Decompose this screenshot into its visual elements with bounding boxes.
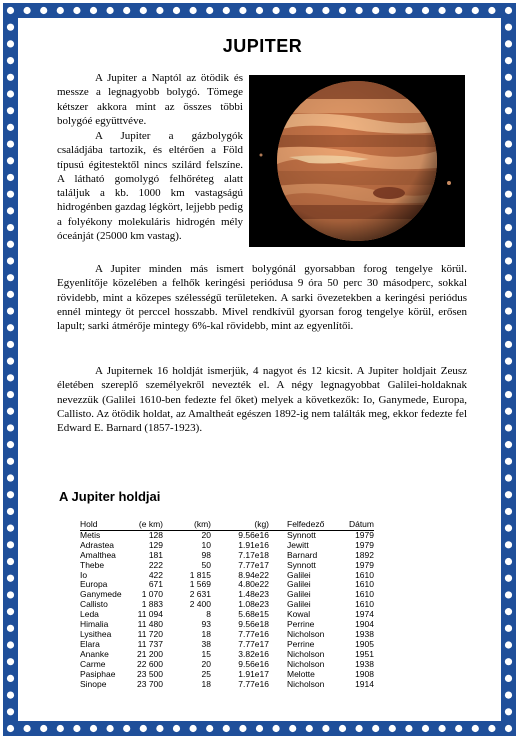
moon-cell-spacer [269, 541, 287, 551]
border-dot [505, 575, 512, 582]
border-dot [7, 174, 14, 181]
border-dot [7, 391, 14, 398]
moon-row [80, 551, 374, 561]
border-dot [505, 525, 512, 532]
border-dot [7, 90, 14, 97]
moon-cell: Synnott [287, 529, 316, 540]
moon-cell: 2 400 [189, 599, 211, 610]
moon-cell: Nicholson [287, 648, 325, 659]
border-dot [505, 341, 512, 348]
col-header-spacer [269, 520, 287, 530]
border-dot [24, 725, 31, 732]
border-dot [505, 174, 512, 181]
moon-cell: Perrine [287, 638, 315, 649]
border-dot [472, 725, 479, 732]
moon-cell: 7.77e17 [238, 559, 269, 570]
border-dot [7, 341, 14, 348]
border-dot [90, 7, 97, 14]
border-dot [306, 7, 313, 14]
moon-cell: 1914 [355, 678, 374, 689]
moon-cell: 7.77e16 [238, 678, 269, 689]
border-dot [505, 257, 512, 264]
border-dot [322, 7, 329, 14]
col-header-distance: (e km) [125, 520, 163, 530]
moon-row [80, 571, 374, 581]
border-dot [289, 7, 296, 14]
col-header-mass: (kg) [211, 520, 269, 530]
moon-cell-spacer [269, 680, 287, 690]
moon-cell-spacer [269, 670, 287, 680]
border-dot [7, 358, 14, 365]
moon-cell: 9.56e16 [238, 529, 269, 540]
moon-cell: 11 480 [137, 619, 163, 630]
moon-row [80, 660, 374, 670]
border-dot [505, 391, 512, 398]
border-dot [405, 725, 412, 732]
border-dot [505, 358, 512, 365]
moon-row [80, 650, 374, 660]
moon-cell: 9.56e18 [238, 619, 269, 630]
border-dot [7, 207, 14, 214]
border-dot [7, 692, 14, 699]
moon-cell: 18 [201, 678, 211, 689]
border-dot [372, 725, 379, 732]
border-dot [7, 541, 14, 548]
moon-cell: Perrine [287, 619, 315, 630]
border-dot [40, 725, 47, 732]
moon-cell: 1979 [355, 539, 374, 550]
border-dot [7, 57, 14, 64]
moon-cell: 7.17e18 [238, 549, 269, 560]
border-dot [7, 525, 14, 532]
moon-cell: 129 [148, 539, 163, 550]
moon-cell: Barnard [287, 549, 318, 560]
moon-cell: 1974 [355, 609, 374, 620]
border-dot [505, 725, 512, 732]
moons-table-header [80, 520, 374, 530]
moon-cell: Elara [80, 638, 100, 649]
jupiter-planet-image [249, 75, 465, 247]
border-dot [57, 7, 64, 14]
border-dot [505, 90, 512, 97]
border-dot [488, 7, 495, 14]
moon-cell: Ananke [80, 648, 109, 659]
border-dot [7, 24, 14, 31]
moon-cell: 9.56e16 [238, 658, 269, 669]
moon-cell: 222 [148, 559, 163, 570]
moon-cell: 1610 [355, 569, 374, 580]
border-dot [7, 74, 14, 81]
moons-paragraph [57, 364, 467, 435]
moon-cell: 3.82e16 [238, 648, 269, 659]
rotation-paragraph-text: A Jupiter minden más ismert bolygónál gyorsabban forog tengelye körül. Egyenlítője közelében a felhők keringési periódusa 9 óra 50 perc 30 másodperc, sokkal rövidebb, mint a közepes szélességű területeken. A sarki övezetekben a keringési periódus ennél mintegy öt perccel hosszabb. Mivel rendkívül gyorsan forog tengelye körül, erősen lapult; sarki átmérője mintegy 6%-kal rövidebb, mint az egyenlítői. [57, 263, 467, 333]
moon-cell: 23 500 [137, 668, 163, 679]
border-dot [505, 508, 512, 515]
moon-cell: Himalia [80, 619, 109, 630]
moon-cell: Pasiphae [80, 668, 116, 679]
border-dot [455, 725, 462, 732]
moon-cell: 5.68e15 [238, 609, 269, 620]
border-dot [7, 424, 14, 431]
structure-paragraph [57, 129, 243, 243]
border-dot [7, 7, 14, 14]
border-dot [505, 374, 512, 381]
border-dot [356, 7, 363, 14]
border-dot [505, 291, 512, 298]
border-dot [505, 191, 512, 198]
moon-cell: 2 631 [189, 589, 211, 600]
moon-cell: Carme [80, 658, 106, 669]
moon-row [80, 640, 374, 650]
border-dot [190, 7, 197, 14]
border-dot [389, 725, 396, 732]
border-dot [173, 725, 180, 732]
moon-row [80, 620, 374, 630]
border-dot [239, 725, 246, 732]
border-dot [123, 7, 130, 14]
border-dot [505, 558, 512, 565]
border-dot [306, 725, 313, 732]
border-dot [57, 725, 64, 732]
border-dot [389, 7, 396, 14]
moon-cell-spacer [269, 530, 287, 540]
border-dot [7, 224, 14, 231]
moon-cell: Melotte [287, 668, 315, 679]
moon-cell: 93 [201, 619, 211, 630]
moon-cell: Lysithea [80, 628, 112, 639]
moon-cell: Galilei [287, 599, 311, 610]
border-dot [7, 441, 14, 448]
border-dot [356, 725, 363, 732]
moon-cell: Ganymede [80, 589, 122, 600]
moon-cell: Amalthea [80, 549, 116, 560]
border-dot [505, 274, 512, 281]
border-dot [24, 7, 31, 14]
border-dot [7, 107, 14, 114]
moon-cell: 18 [201, 628, 211, 639]
moon-cell: 8.94e22 [238, 569, 269, 580]
border-dot [140, 7, 147, 14]
border-dot [256, 7, 263, 14]
border-dot [7, 458, 14, 465]
moon-cell: 1951 [355, 648, 374, 659]
moon-cell: 1904 [355, 619, 374, 630]
moon-cell-spacer [269, 571, 287, 581]
border-dot [505, 424, 512, 431]
page-title: JUPITER [222, 36, 303, 56]
moon-cell: 98 [201, 549, 211, 560]
border-dot [505, 207, 512, 214]
moon-cell: 1610 [355, 599, 374, 610]
moon-cell: 1610 [355, 589, 374, 600]
border-dot [256, 725, 263, 732]
border-dot [190, 725, 197, 732]
border-dot [505, 608, 512, 615]
moon-cell-spacer [269, 650, 287, 660]
moon-cell-spacer [269, 660, 287, 670]
moon-cell: 1.48e23 [238, 589, 269, 600]
border-dot [7, 575, 14, 582]
border-dot [505, 474, 512, 481]
border-dot [339, 7, 346, 14]
border-dot [7, 608, 14, 615]
moon-cell: 23 700 [137, 678, 163, 689]
border-dot [505, 324, 512, 331]
border-dot [7, 257, 14, 264]
col-header-radius: (km) [163, 520, 211, 530]
moon-row [80, 541, 374, 551]
moon-cell-spacer [269, 630, 287, 640]
intro-paragraph [57, 71, 243, 128]
border-dot [223, 725, 230, 732]
moon-cell: 11 720 [137, 628, 163, 639]
moon-cell: Kowal [287, 609, 311, 620]
moon-cell: Galilei [287, 589, 311, 600]
moon-row [80, 600, 374, 610]
moon-cell: 22 600 [137, 658, 163, 669]
border-dot [7, 157, 14, 164]
moons-table-body [80, 530, 374, 689]
border-dot [7, 307, 14, 314]
moon-cell: 1.91e16 [238, 539, 269, 550]
moon-cell: 1938 [355, 628, 374, 639]
moon-cell: 128 [148, 529, 163, 540]
moon-cell-spacer [269, 551, 287, 561]
moon-cell: 1908 [355, 668, 374, 679]
border-dot [7, 324, 14, 331]
border-dot [73, 725, 80, 732]
moon-cell: Jewitt [287, 539, 309, 550]
moon-cell: Adrastea [80, 539, 115, 550]
moon-cell: 11 737 [137, 638, 163, 649]
border-dot [505, 692, 512, 699]
border-dot [505, 458, 512, 465]
border-dot [7, 725, 14, 732]
moon-cell: Io [80, 569, 88, 580]
moon-cell: 1610 [355, 579, 374, 590]
moon-cell: Europa [80, 579, 108, 590]
moon-cell: Nicholson [287, 628, 325, 639]
border-dot [422, 725, 429, 732]
border-dot [7, 491, 14, 498]
moon-cell: 1 070 [141, 589, 163, 600]
moons-section-heading: A Jupiter holdjai [59, 489, 161, 504]
border-dot [505, 140, 512, 147]
border-dot [505, 675, 512, 682]
border-dot [422, 7, 429, 14]
border-dot [339, 725, 346, 732]
border-dot [7, 675, 14, 682]
border-dot [7, 641, 14, 648]
moon-cell: 11 094 [137, 609, 163, 620]
moon-cell: 181 [148, 549, 163, 560]
intro-paragraph-text: A Jupiter a Naptól az ötödik és messze a legnagyobb bolygó. Tömege kétszer akkora mint az összes többi bolygóé együttvéve. [57, 72, 243, 127]
moon-cell: 1.91e17 [238, 668, 269, 679]
border-dot [505, 708, 512, 715]
border-dot [505, 241, 512, 248]
moon-cell: Galilei [287, 579, 311, 590]
border-dot [505, 307, 512, 314]
moon-cell: Thebe [80, 559, 105, 570]
moon-row [80, 670, 374, 680]
moon-cell: 1979 [355, 559, 374, 570]
border-dot [505, 491, 512, 498]
border-dot [73, 7, 80, 14]
border-dot [239, 7, 246, 14]
moon-cell-spacer [269, 610, 287, 620]
moon-cell: 671 [148, 579, 163, 590]
border-dot [439, 7, 446, 14]
border-dot [156, 7, 163, 14]
border-dot [405, 7, 412, 14]
border-dot [140, 725, 147, 732]
moon-cell: Sinope [80, 678, 107, 689]
moon-cell: 1938 [355, 658, 374, 669]
border-dot [439, 725, 446, 732]
moon-row [80, 680, 374, 690]
moon-cell: 21 200 [137, 648, 163, 659]
moon-cell: Nicholson [287, 678, 325, 689]
moon-cell: 7.77e16 [238, 628, 269, 639]
border-dot [505, 24, 512, 31]
border-dot [206, 7, 213, 14]
moon-row [80, 580, 374, 590]
border-dot [505, 124, 512, 131]
border-dot [505, 541, 512, 548]
border-dot [455, 7, 462, 14]
border-dot [505, 441, 512, 448]
border-dot [7, 508, 14, 515]
border-dot [372, 7, 379, 14]
moon-cell-spacer [269, 600, 287, 610]
col-header-date: Dátum [341, 520, 374, 530]
col-header-discoverer: Felfedező [287, 520, 341, 530]
border-dot [7, 140, 14, 147]
moon-cell: 50 [201, 559, 211, 570]
moon-cell: 1 815 [189, 569, 211, 580]
border-dot [7, 474, 14, 481]
border-dot [505, 408, 512, 415]
moons-table [80, 520, 374, 689]
border-dot [7, 558, 14, 565]
border-dot [223, 7, 230, 14]
moon-cell: 1 883 [141, 599, 163, 610]
moon-cell: 422 [148, 569, 163, 580]
border-dot [505, 641, 512, 648]
moon-cell-spacer [269, 640, 287, 650]
moon-row [80, 590, 374, 600]
moon-cell-spacer [269, 590, 287, 600]
border-dot [7, 591, 14, 598]
border-dot [156, 725, 163, 732]
moon-cell: Galilei [287, 569, 311, 580]
moon-cell: Metis [80, 529, 101, 540]
border-dot [173, 7, 180, 14]
border-dot [7, 241, 14, 248]
moon-cell-spacer [269, 620, 287, 630]
moon-row [80, 610, 374, 620]
moon-cell: 20 [201, 658, 211, 669]
border-dot [7, 124, 14, 131]
border-dot [505, 107, 512, 114]
moon-cell: 38 [201, 638, 211, 649]
moon-cell: 1.08e23 [238, 599, 269, 610]
col-header-moon: Hold [80, 520, 125, 530]
border-dot [123, 725, 130, 732]
moon-cell: 15 [201, 648, 211, 659]
moon-cell: 25 [201, 668, 211, 679]
moon-cell: 10 [201, 539, 211, 550]
moon-cell: 1905 [355, 638, 374, 649]
border-dot [273, 7, 280, 14]
moons-paragraph-text: A Jupiternek 16 holdját ismerjük, 4 nagyot és 12 kicsit. A Jupiter holdjait Zeusz életében szereplő személyekről nevezték el. A négy legnagyobbat Galilei-holdaknak nevezzük (Galilei 1610-ben fedezte fel őket) melyek a következők: Io, Ganymede, Europa, Callisto. Az ötödik holdat, az Amaltheát egészen 1892-ig nem találták meg, ekkor fedezte fel Edward E. Barnard (1857-1923). [57, 365, 467, 435]
border-dot [322, 725, 329, 732]
moon-row [80, 530, 374, 540]
border-dot [273, 725, 280, 732]
border-dot [472, 7, 479, 14]
moon-row [80, 561, 374, 571]
moon-cell: 8 [206, 609, 211, 620]
border-dot [206, 725, 213, 732]
border-dot [488, 725, 495, 732]
moon-cell: Callisto [80, 599, 108, 610]
border-dot [505, 658, 512, 665]
moon-cell: Leda [80, 609, 99, 620]
border-dot [505, 157, 512, 164]
moon-cell: 1979 [355, 529, 374, 540]
border-dot [505, 7, 512, 14]
moon-cell-spacer [269, 580, 287, 590]
border-dot [90, 725, 97, 732]
border-dot [7, 274, 14, 281]
border-dot [7, 291, 14, 298]
border-dot [7, 625, 14, 632]
border-dot [505, 591, 512, 598]
border-dot [505, 625, 512, 632]
moon-cell: 4.80e22 [238, 579, 269, 590]
moon-cell: Nicholson [287, 658, 325, 669]
border-dot [107, 725, 114, 732]
moon-cell: 7.77e17 [238, 638, 269, 649]
moon-row [80, 630, 374, 640]
border-dot [107, 7, 114, 14]
border-dot [7, 708, 14, 715]
moon-cell: Synnott [287, 559, 316, 570]
border-dot [505, 57, 512, 64]
moon-cell: 20 [201, 529, 211, 540]
moon-cell: 1 569 [189, 579, 211, 590]
border-dot [40, 7, 47, 14]
rotation-paragraph [57, 262, 467, 333]
border-dot [7, 191, 14, 198]
border-dot [505, 74, 512, 81]
moon-cell: 1892 [355, 549, 374, 560]
moon-cell-spacer [269, 561, 287, 571]
border-dot [7, 374, 14, 381]
border-dot [289, 725, 296, 732]
border-dot [505, 224, 512, 231]
border-dot [7, 658, 14, 665]
structure-paragraph-text: A Jupiter a gázbolygók családjába tartozik, és eltérően a Föld típusú égitestektől nincs szilárd felszíne. A látható gomolygó felhőréteg alatt találjuk a kb. 1000 km vastagságú hidrogénben gazdag légkört, lejjebb pedig a folyékony molekuláris hidrogén mély óceánját (25000 km vastag). [57, 130, 243, 243]
border-dot [7, 408, 14, 415]
